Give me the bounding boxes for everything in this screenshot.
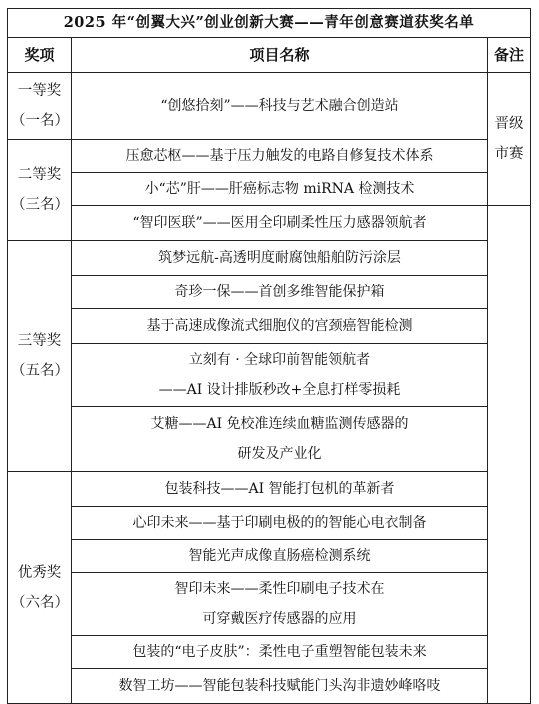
table-row bbox=[8, 276, 531, 309]
table-row bbox=[8, 540, 531, 573]
project-name-line: ——AI 设计排版秒改+全息打样零损耗 bbox=[158, 382, 401, 398]
award-level-name: 三等奖 bbox=[17, 333, 62, 349]
header-row bbox=[8, 38, 531, 73]
project-name-line: 研发及产业化 bbox=[237, 446, 322, 462]
award-level-name: 二等奖 bbox=[17, 167, 62, 183]
title-row bbox=[8, 9, 531, 38]
award-level-count: （一名） bbox=[11, 113, 69, 129]
table-row bbox=[8, 309, 531, 344]
award-level-cell bbox=[8, 472, 72, 704]
table-row bbox=[8, 669, 531, 704]
project-name-cell bbox=[72, 173, 488, 206]
project-name-line: “智印医联”——医用全印刷柔性压力感器领航者 bbox=[132, 215, 427, 231]
project-name-cell bbox=[72, 206, 488, 241]
award-level-count: （三名） bbox=[11, 197, 69, 213]
project-name-cell bbox=[72, 540, 488, 573]
note-cell-empty bbox=[488, 206, 531, 704]
project-name-line: 可穿戴医疗传感器的应用 bbox=[202, 611, 357, 627]
table-row bbox=[8, 407, 531, 472]
project-name-line: “创悠拾刻”——科技与艺术融合创造站 bbox=[160, 98, 399, 114]
table-title: 2025 年“创翼大兴”创业创新大赛——青年创意赛道获奖名单 bbox=[8, 9, 531, 38]
header-note: 备注 bbox=[488, 38, 531, 73]
award-table bbox=[7, 8, 531, 704]
project-name-line: 奇珍一保——首创多维智能保护箱 bbox=[174, 284, 385, 300]
table-row bbox=[8, 173, 531, 206]
table-row bbox=[8, 344, 531, 407]
project-name-line: 智能光声成像直肠癌检测系统 bbox=[188, 548, 371, 564]
project-name-cell bbox=[72, 276, 488, 309]
project-name-cell bbox=[72, 472, 488, 507]
project-name-line: 数智工坊——智能包装科技赋能门头沟非遗妙峰咯吱 bbox=[118, 678, 441, 694]
table-row bbox=[8, 573, 531, 636]
project-name-cell bbox=[72, 407, 488, 472]
table-row bbox=[8, 241, 531, 276]
table-row bbox=[8, 636, 531, 669]
award-level-cell bbox=[8, 140, 72, 241]
award-level-cell bbox=[8, 241, 72, 472]
header-award: 奖项 bbox=[8, 38, 72, 73]
note-line: 市赛 bbox=[494, 146, 524, 162]
table-row bbox=[8, 140, 531, 173]
project-name-line: 筑梦远航-高透明度耐腐蚀船舶防污涂层 bbox=[158, 250, 401, 266]
project-name-line: 艾糖——AI 免校准连续血糖监测传感器的 bbox=[150, 416, 409, 432]
header-project-name: 项目名称 bbox=[72, 38, 488, 73]
award-level-count: （五名） bbox=[11, 363, 69, 379]
award-level-name: 优秀奖 bbox=[17, 564, 62, 581]
award-level-name: 一等奖 bbox=[17, 83, 62, 99]
project-name-cell bbox=[72, 73, 488, 140]
table-row bbox=[8, 472, 531, 507]
award-level-count: （六名） bbox=[11, 594, 69, 611]
table-row bbox=[8, 507, 531, 540]
project-name-cell bbox=[72, 309, 488, 344]
project-name-line: 小“芯”肝——肝癌标志物 miRNA 检测技术 bbox=[144, 181, 415, 197]
award-level-cell bbox=[8, 73, 72, 140]
project-name-cell bbox=[72, 140, 488, 173]
project-name-line: 智印未来——柔性印刷电子技术在 bbox=[174, 581, 385, 597]
project-name-line: 压愈芯枢——基于压力触发的电路自修复技术体系 bbox=[125, 148, 434, 164]
note-cell-advance bbox=[488, 73, 531, 206]
project-name-cell bbox=[72, 636, 488, 669]
note-line: 晋级 bbox=[494, 116, 524, 132]
project-name-cell bbox=[72, 344, 488, 407]
table-row bbox=[8, 73, 531, 140]
project-name-line: 心印未来——基于印刷电极的的智能心电衣制备 bbox=[132, 515, 427, 531]
project-name-line: 包装科技——AI 智能打包机的革新者 bbox=[164, 481, 395, 497]
project-name-line: 立刻有 · 全球印前智能领航者 bbox=[188, 352, 371, 368]
project-name-cell bbox=[72, 573, 488, 636]
project-name-cell bbox=[72, 507, 488, 540]
project-name-cell bbox=[72, 241, 488, 276]
project-name-cell bbox=[72, 669, 488, 704]
table-row bbox=[8, 206, 531, 241]
project-name-line: 基于高速成像流式细胞仪的宫颈癌智能检测 bbox=[146, 318, 413, 334]
project-name-line: 包装的“电子皮肤”：柔性电子重塑智能包装未来 bbox=[132, 644, 427, 660]
